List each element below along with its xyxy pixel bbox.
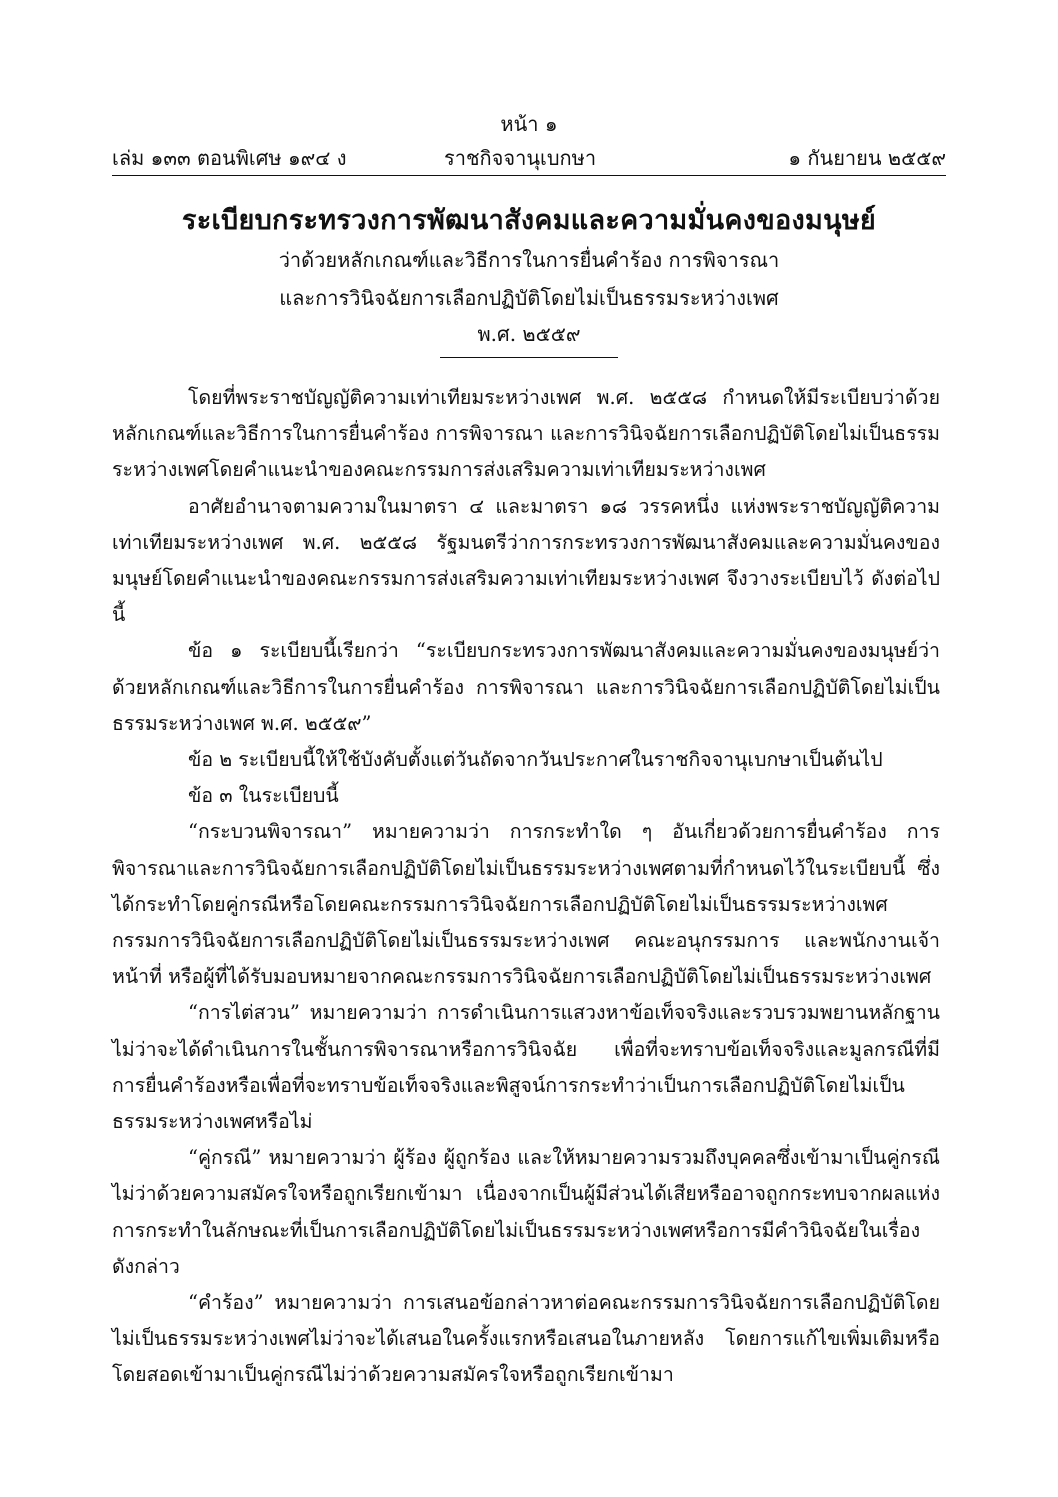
- volume-issue: เล่ม ๑๓๓ ตอนพิเศษ ๑๙๔ ง: [112, 146, 347, 170]
- page-number: หน้า ๑: [500, 112, 558, 136]
- clause-1-paragraph: ข้อ ๑ ระเบียบนี้เรียกว่า “ระเบียบกระทรวงการพัฒนาสังคมและความมั่นคงของมนุษย์ว่าด้วยหลักเกณฑ์และวิธีการในการยื่นคำร้อง การพิจารณา และการวินิจฉัยการเลือกปฏิบัติโดยไม่เป็นธรรมระหว่างเพศ พ.ศ. ๒๕๕๙”: [112, 639, 940, 735]
- clause-2-paragraph: ข้อ ๒ ระเบียบนี้ให้ใช้บังคับตั้งแต่วันถัดจากวันประกาศในราชกิจจานุเบกษาเป็นต้นไป: [188, 748, 883, 772]
- authority-paragraph: อาศัยอำนาจตามความในมาตรา ๔ และมาตรา ๑๘ วรรคหนึ่ง แห่งพระราชบัญญัติความเท่าเทียมระหว่างเพศ พ.ศ. ๒๕๕๘ รัฐมนตรีว่าการกระทรวงการพัฒนาสังคมและความมั่นคงของมนุษย์โดยคำแนะนำของคณะกรรมการส่งเสริมความเท่าเทียมระหว่างเพศ จึงวางระเบียบไว้ ดังต่อไปนี้: [112, 494, 940, 627]
- document-body: [112, 380, 940, 1394]
- publication-name: ราชกิจจานุเบกษา: [444, 146, 597, 170]
- header-divider: [112, 175, 946, 176]
- publication-date: ๑ กันยายน ๒๕๕๙: [788, 146, 946, 170]
- preamble-paragraph: โดยที่พระราชบัญญัติความเท่าเทียมระหว่างเพศ พ.ศ. ๒๕๕๘ กำหนดให้มีระเบียบว่าด้วยหลักเกณฑ์และวิธีการในการยื่นคำร้อง การพิจารณา และการวินิจฉัยการเลือกปฏิบัติโดยไม่เป็นธรรมระหว่างเพศโดยคำแนะนำของคณะกรรมการส่งเสริมความเท่าเทียมระหว่างเพศ: [112, 386, 940, 482]
- document-subtitle-line-1: ว่าด้วยหลักเกณฑ์และวิธีการในการยื่นคำร้อง การพิจารณา: [278, 248, 780, 272]
- definition-inquiry: “การไต่สวน” หมายความว่า การดำเนินการแสวงหาข้อเท็จจริงและรวบรวมพยานหลักฐานไม่ว่าจะได้ดำเนินการในชั้นการพิจารณาหรือการวินิจฉัย เพื่อที่จะทราบข้อเท็จจริงและมูลกรณีที่มีการยื่นคำร้องหรือเพื่อที่จะทราบข้อเท็จจริงและพิสูจน์การกระทำว่าเป็นการเลือกปฏิบัติโดยไม่เป็นธรรมระหว่างเพศหรือไม่: [112, 1001, 940, 1134]
- gazette-header: [112, 142, 946, 172]
- definition-parties: “คู่กรณี” หมายความว่า ผู้ร้อง ผู้ถูกร้อง และให้หมายความรวมถึงบุคคลซึ่งเข้ามาเป็นคู่กรณีไม่ว่าด้วยความสมัครใจหรือถูกเรียกเข้ามา เนื่องจากเป็นผู้มีส่วนได้เสียหรืออาจถูกกระทบจากผลแห่งการกระทำในลักษณะที่เป็นการเลือกปฏิบัติโดยไม่เป็นธรรมระหว่างเพศหรือการมีคำวินิจฉัยในเรื่องดังกล่าว: [112, 1146, 940, 1278]
- document-year: พ.ศ. ๒๕๕๙: [477, 322, 581, 346]
- clause-3-paragraph: ข้อ ๓ ในระเบียบนี้: [188, 784, 339, 808]
- title-divider: [440, 357, 618, 358]
- definition-proceedings: “กระบวนพิจารณา” หมายความว่า การกระทำใด ๆ อันเกี่ยวด้วยการยื่นคำร้อง การพิจารณาและการวินิจฉัยการเลือกปฏิบัติโดยไม่เป็นธรรมระหว่างเพศตามที่กำหนดไว้ในระเบียบนี้ ซึ่งได้กระทำโดยคู่กรณีหรือโดยคณะกรรมการวินิจฉัยการเลือกปฏิบัติโดยไม่เป็นธรรมระหว่างเพศ กรรมการวินิจฉัยการเลือกปฏิบัติโดยไม่เป็นธรรมระหว่างเพศ คณะอนุกรรมการ และพนักงานเจ้าหน้าที่ หรือผู้ที่ได้รับมอบหมายจากคณะกรรมการวินิจฉัยการเลือกปฏิบัติโดยไม่เป็นธรรมระหว่างเพศ: [112, 820, 940, 989]
- document-title: ระเบียบกระทรวงการพัฒนาสังคมและความมั่นคงของมนุษย์: [181, 205, 877, 236]
- definition-petition: “คำร้อง” หมายความว่า การเสนอข้อกล่าวหาต่อคณะกรรมการวินิจฉัยการเลือกปฏิบัติโดยไม่เป็นธรรมระหว่างเพศไม่ว่าจะได้เสนอในครั้งแรกหรือเสนอในภายหลัง โดยการแก้ไขเพิ่มเติมหรือโดยสอดเข้ามาเป็นคู่กรณีไม่ว่าด้วยความสมัครใจหรือถูกเรียกเข้ามา: [112, 1291, 940, 1387]
- document-subtitle-line-2: และการวินิจฉัยการเลือกปฏิบัติโดยไม่เป็นธรรมระหว่างเพศ: [279, 286, 779, 310]
